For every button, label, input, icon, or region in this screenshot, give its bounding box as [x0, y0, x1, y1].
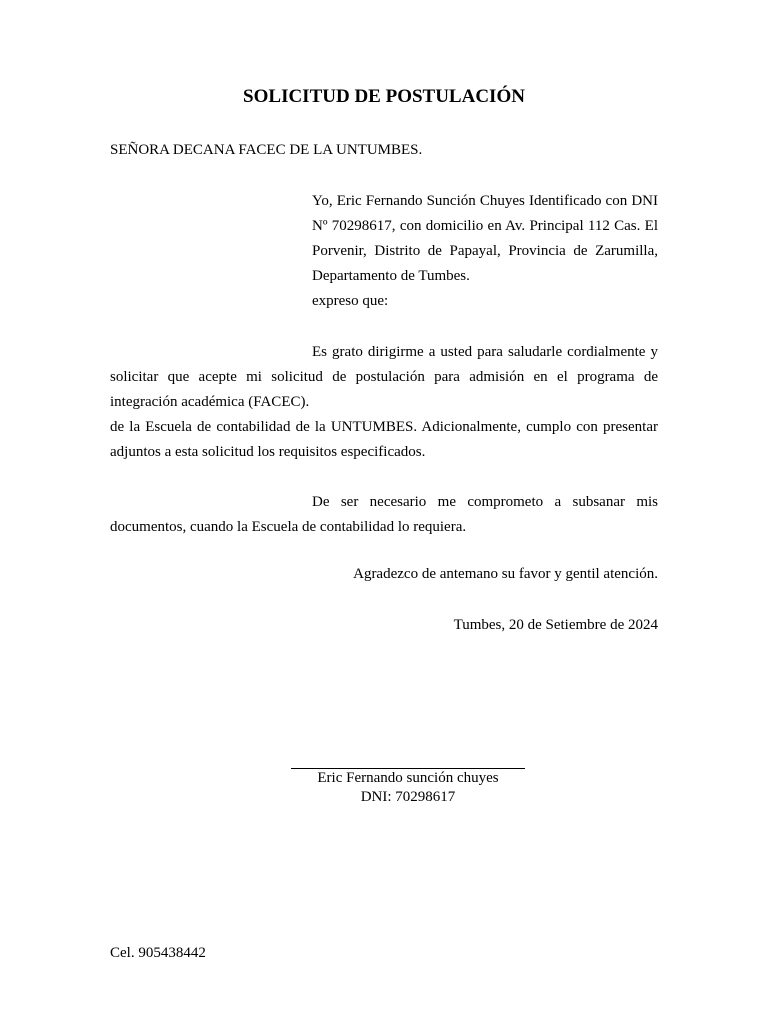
signature-block — [291, 750, 525, 807]
body-paragraph-2: de la Escuela de contabilidad de la UNTUMBES. Adicionalmente, cumplo con presentar adjuntos a esta solicitud los requisitos especificados. — [110, 419, 658, 460]
closing-line: Agradezco de antemano su favor y gentil atención. — [353, 566, 658, 582]
phone-number: Cel. 905438442 — [110, 945, 206, 961]
signature-name: Eric Fernando sunción chuyes — [317, 770, 499, 786]
body-paragraph-1: Es grato dirigirme a usted para saludarle cordialmente y solicitar que acepte mi solicitud de postulación para admisión en el programa de integración académica (FACEC). — [110, 344, 658, 410]
addressee: SEÑORA DECANA FACEC DE LA UNTUMBES. — [110, 142, 423, 158]
body-paragraph-3: De ser necesario me comprometo a subsanar mis documentos, cuando la Escuela de contabilidad lo requiera. — [110, 494, 658, 535]
intro-text: Yo, Eric Fernando Sunción Chuyes Identificado con DNI Nº 70298617, con domicilio en Av. Principal 112 Cas. El Porvenir, Distrito de Papayal, Provincia de Zarumilla, Departamento de Tumbes. — [312, 193, 658, 284]
signature-dni: DNI: 70298617 — [360, 789, 456, 805]
intro-tail: expreso que: — [312, 293, 389, 309]
date-line: Tumbes, 20 de Setiembre de 2024 — [453, 617, 658, 633]
intro-paragraph — [312, 189, 658, 314]
document-title: SOLICITUD DE POSTULACIÓN — [243, 86, 525, 107]
